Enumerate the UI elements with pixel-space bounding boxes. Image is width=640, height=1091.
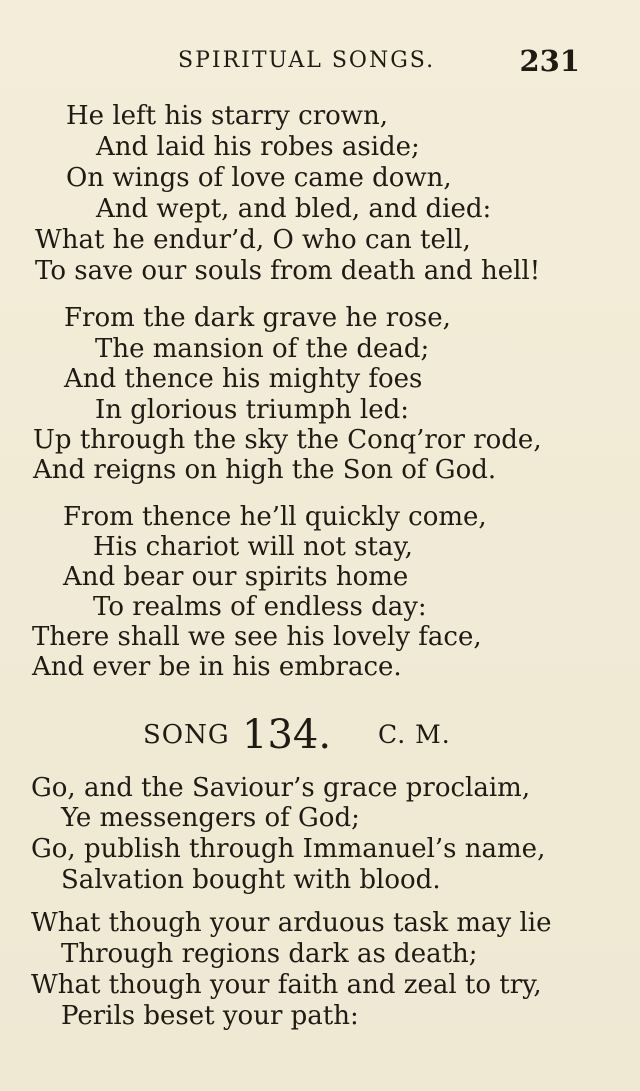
verse-line: Salvation bought with blood.	[61, 865, 441, 895]
verse-line: And reigns on high the Son of God.	[33, 455, 497, 485]
verse-line: Up through the sky the Conq’ror rode,	[33, 425, 542, 455]
verse-line: And laid his robes aside;	[96, 132, 420, 162]
running-head: SPIRITUAL SONGS.	[178, 48, 436, 73]
verse-line: What he endur’d, O who can tell,	[35, 225, 471, 255]
verse-line: Through regions dark as death;	[61, 939, 478, 969]
verse-line: What though your faith and zeal to try,	[31, 970, 542, 1000]
verse-line: Perils beset your path:	[61, 1001, 359, 1031]
song-label: SONG	[143, 720, 230, 750]
verse-line: His chariot will not stay,	[93, 532, 413, 562]
verse-line: On wings of love came down,	[66, 163, 452, 193]
verse-line: And thence his mighty foes	[64, 364, 423, 394]
song-number: 134.	[242, 712, 332, 758]
song-meter: C. M.	[378, 720, 451, 749]
verse-line: There shall we see his lovely face,	[32, 622, 482, 652]
page-number: 231	[519, 44, 580, 78]
verse-line: And bear our spirits home	[63, 562, 409, 592]
verse-line: In glorious triumph led:	[95, 395, 409, 425]
verse-line: To realms of endless day:	[93, 592, 427, 622]
verse-line: What though your arduous task may lie	[31, 908, 552, 938]
verse-line: From thence he’ll quickly come,	[63, 502, 487, 532]
verse-line: The mansion of the dead;	[95, 334, 430, 364]
verse-line: He left his starry crown,	[66, 101, 389, 131]
verse-line: Go, publish through Immanuel’s name,	[31, 834, 546, 864]
verse-line: To save our souls from death and hell!	[35, 256, 541, 286]
verse-line: Go, and the Saviour’s grace proclaim,	[31, 773, 531, 803]
verse-line: From the dark grave he rose,	[64, 303, 451, 333]
verse-line: And ever be in his embrace.	[32, 652, 402, 682]
verse-line: Ye messengers of God;	[61, 803, 360, 833]
verse-line: And wept, and bled, and died:	[96, 194, 492, 224]
